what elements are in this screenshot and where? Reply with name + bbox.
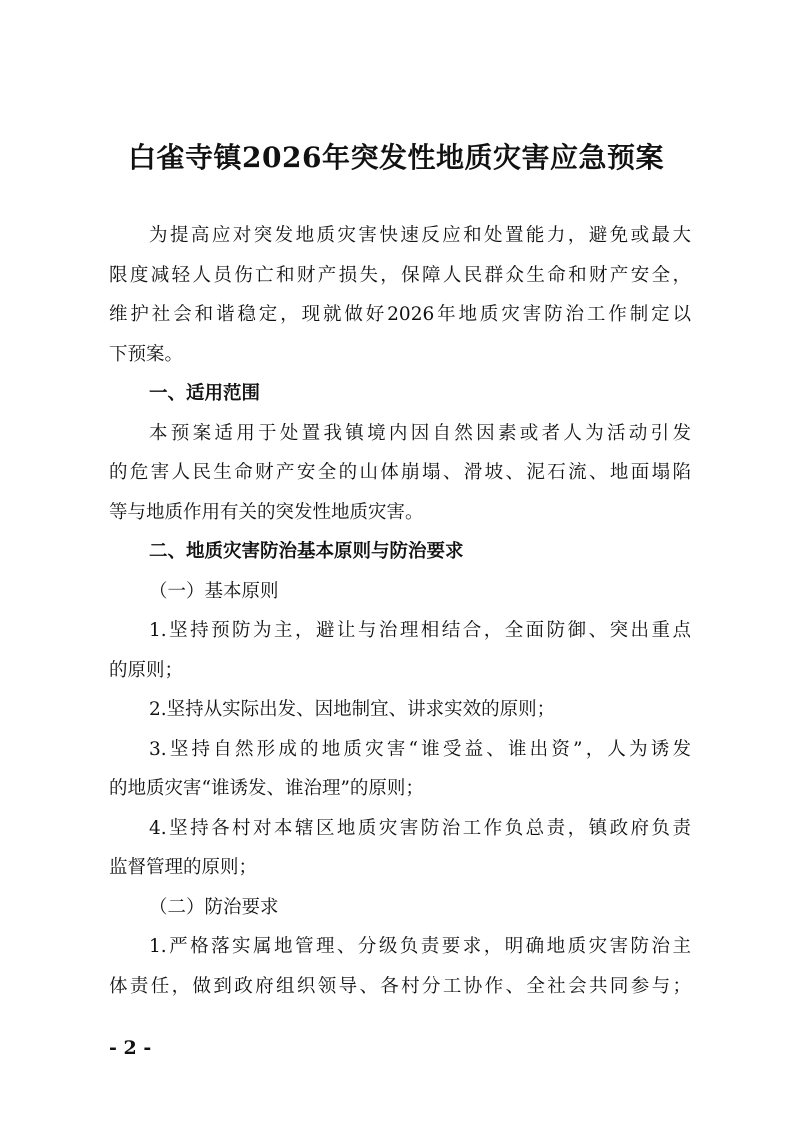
subsection-heading: （一）基本原则: [149, 580, 279, 602]
section-heading: 一、适用范围: [149, 383, 261, 404]
paragraph-line: 等与地质作用有关的突发性地质灾害。: [109, 501, 424, 523]
list-item-line: 4.坚持各村对本辖区地质灾害防治工作负总责，镇政府负责: [149, 817, 691, 839]
document-body: [109, 216, 691, 1006]
document-title: 白雀寺镇2026年突发性地质灾害应急预案: [128, 141, 664, 174]
list-item-line: 监督管理的原则；: [109, 857, 258, 878]
list-item-line: 的原则；: [109, 659, 184, 681]
paragraph-line: 本预案适用于处置我镇境内因自然因素或者人为活动引发: [149, 422, 691, 444]
paragraph-line: 为提高应对突发地质灾害快速反应和处置能力，避免或最大: [149, 225, 691, 246]
paragraph-line: 的危害人民生命财产安全的山体崩塌、滑坡、泥石流、地面塌陷: [109, 462, 691, 483]
paragraph-line: 下预案。: [109, 343, 184, 365]
subsection-heading: （二）防治要求: [149, 896, 279, 918]
list-item-line: 1.坚持预防为主，避让与治理相结合，全面防御、突出重点: [149, 620, 691, 641]
list-item-line: 1.严格落实属地管理、分级负责要求，明确地质灾害防治主: [149, 936, 691, 957]
paragraph-line: 维护社会和谐稳定，现就做好2026年地质灾害防治工作制定以: [109, 304, 691, 325]
section-heading: 二、地质灾害防治基本原则与防治要求: [149, 541, 464, 562]
list-item-line: 的地质灾害“谁诱发、谁治理”的原则；: [109, 778, 424, 799]
list-item-line: 2.坚持从实际出发、因地制宜、讲求实效的原则；: [149, 699, 556, 720]
list-item-line: 3.坚持自然形成的地质灾害“谁受益、谁出资”，人为诱发: [149, 738, 691, 760]
paragraph-line: 限度减轻人员伤亡和财产损失，保障人民群众生命和财产安全，: [109, 264, 691, 286]
page-number: - 2 -: [109, 1037, 152, 1059]
list-item-line: 体责任，做到政府组织领导、各村分工协作、全社会共同参与；: [109, 975, 691, 997]
